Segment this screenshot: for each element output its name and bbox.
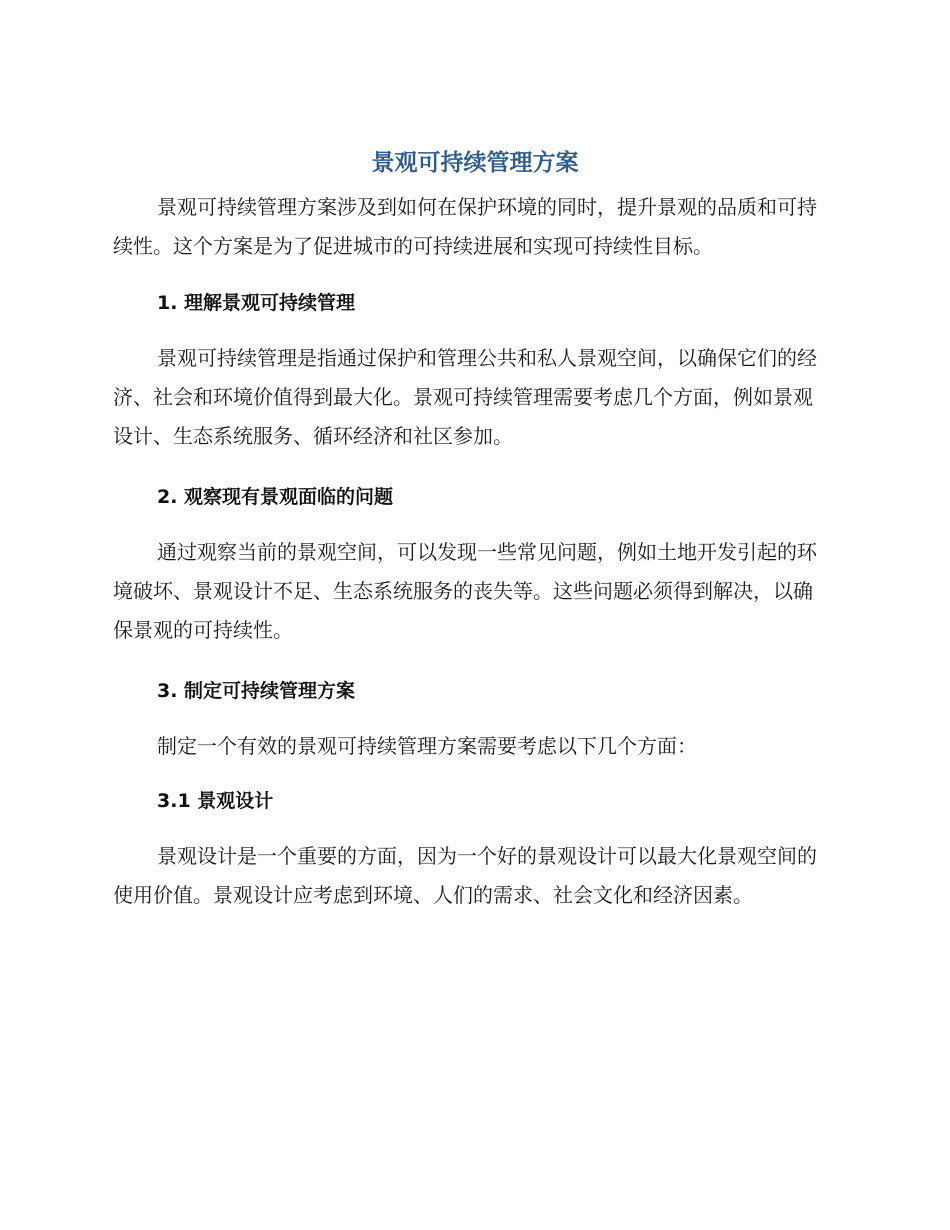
section-3-1-heading: 3.1 景观设计 — [157, 790, 274, 812]
intro-paragraph: 景观可持续管理方案涉及到如何在保护环境的同时，提升景观的品质和可持续性。这个方案是为了促进城市的可持续进展和实现可持续性目标。 — [113, 195, 817, 258]
section-1-paragraph: 景观可持续管理是指通过保护和管理公共和私人景观空间，以确保它们的经济、社会和环境价值得到最大化。景观可持续管理需要考虑几个方面，例如景观设计、生态系统服务、循环经济和社区参加。 — [113, 346, 817, 448]
document-title: 景观可持续管理方案 — [371, 150, 579, 176]
section-2-paragraph: 通过观察当前的景观空间，可以发现一些常见问题，例如土地开发引起的环境破坏、景观设计不足、生态系统服务的丧失等。这些问题必须得到解决，以确保景观的可持续性。 — [113, 540, 817, 642]
section-3-heading: 3. 制定可持续管理方案 — [157, 680, 356, 702]
section-1-heading: 1. 理解景观可持续管理 — [157, 292, 356, 314]
section-3-1-paragraph: 景观设计是一个重要的方面，因为一个好的景观设计可以最大化景观空间的使用价值。景观设计应考虑到环境、人们的需求、社会文化和经济因素。 — [113, 844, 817, 907]
section-3-paragraph: 制定一个有效的景观可持续管理方案需要考虑以下几个方面： — [157, 734, 697, 758]
section-2-heading: 2. 观察现有景观面临的问题 — [157, 486, 394, 508]
